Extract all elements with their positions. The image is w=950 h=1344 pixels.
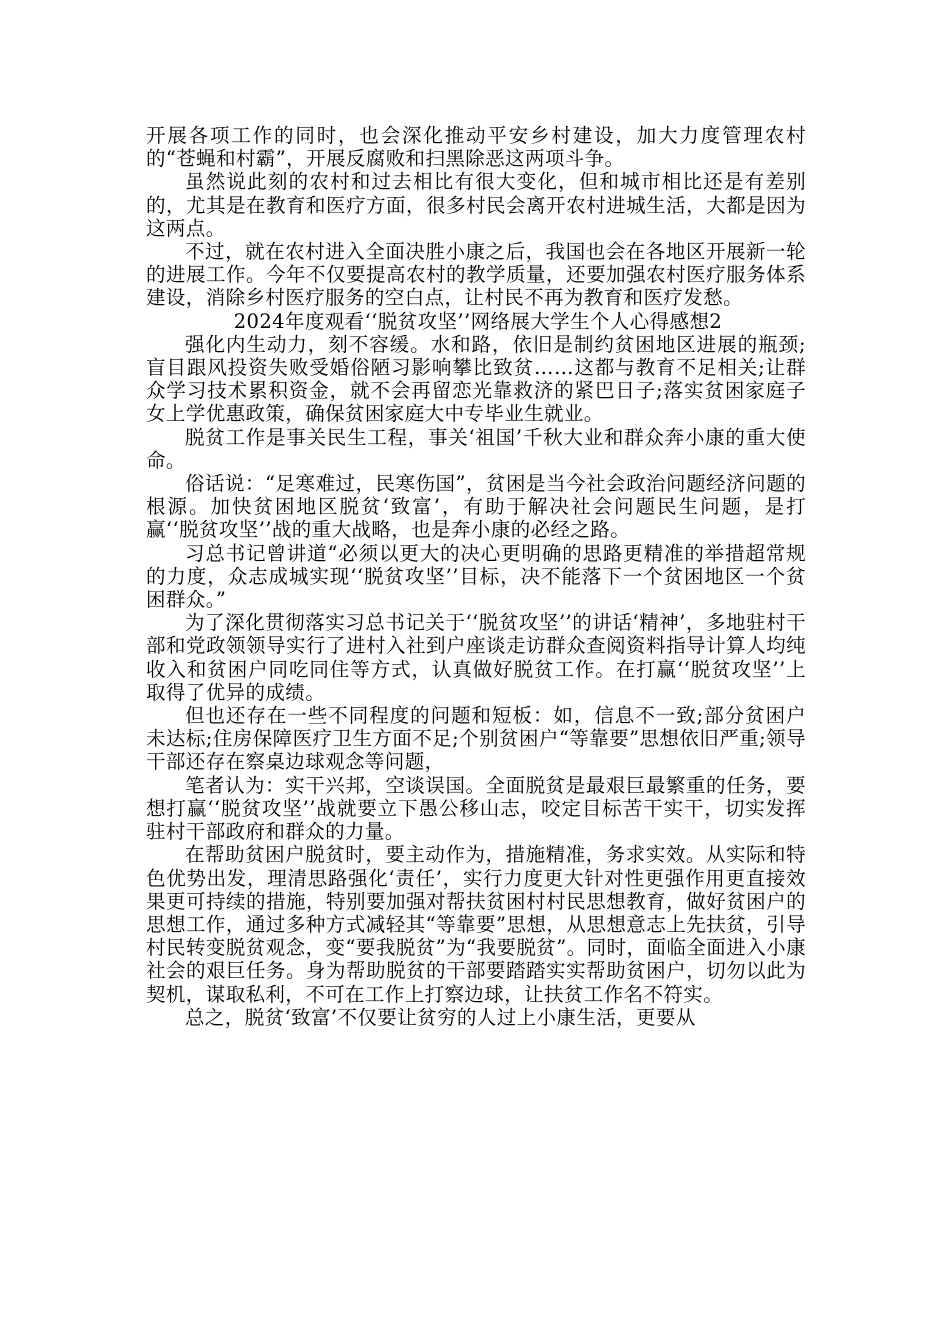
paragraph: 强化内生动力，刻不容缓。水和路，依旧是制约贫困地区进展的瓶颈;盲目跟风投资失败受婚俗陋习影响攀比致贫……这都与教育不足相关;让群众学习技术累积资金，就不会再留恋光靠救济的紧巴日子;落实贫困家庭子女上学优惠政策，确保贫困家庭大中专毕业生就业。 [146,332,806,426]
section-title: 2024年度观看‘‘脱贫攻坚’’网络展大学生个人心得感想2 [233,309,723,333]
document-page [146,124,806,1029]
paragraph: 在帮助贫困户脱贫时，要主动作为，措施精准，务求实效。从实际和特色优势出发，理清思路强化‘责任’，实行力度更大针对性更强作用更直接效果更可持续的措施，特别要加强对帮扶贫困村村民思想教育，做好贫困户的思想工作，通过多种方式减轻其“等靠要”思想，从思想意志上先扶贫，引导村民转变脱贫观念，变“要我脱贫”为“我要脱贫”。同时，面临全面进入小康社会的艰巨任务。身为帮助脱贫的干部要踏踏实实帮助贫困户，切勿以此为契机，谋取私利，不可在工作上打察边球，让扶贫工作名不符实。 [146,843,806,1006]
paragraph: 但也还存在一些不同程度的问题和短板：如，信息不一致;部分贫困户未达标;住房保障医疗卫生方面不足;个别贫困户“等靠要”思想依旧严重;领导干部还存在察桌边球观念等问题， [146,704,806,774]
paragraph: 为了深化贯彻落实习总书记关于‘‘脱贫攻坚’’的讲话‘精神’，多地驻村干部和党政领领导实行了进村入社到户座谈走访群众查阅资料指导计算人均纯收入和贫困户同吃同住等方式，认真做好脱贫工作。在打赢‘‘脱贫攻坚’’上取得了优异的成绩。 [146,611,806,704]
paragraph: 习总书记曾讲道“必须以更大的决心更明确的思路更精准的举措超常规的力度，众志成城实现‘‘脱贫攻坚’’目标，决不能落下一个贫困地区一个贫困群众。” [146,541,806,612]
paragraph-continued: 开展各项工作的同时，也会深化推动平安乡村建设，加大力度管理农村的“苍蝇和村霸”，开展反腐败和扫黑除恶这两项斗争。 [146,124,806,171]
paragraph: 虽然说此刻的农村和过去相比有很大变化，但和城市相比还是有差别的，尤其是在教育和医疗方面，很多村民会离开农村进城生活，大都是因为这两点。 [146,170,806,240]
paragraph: 总之，脱贫‘致富’不仅要让贫穷的人过上小康生活，更要从 [185,1005,696,1029]
paragraph: 笔者认为：实干兴邦，空谈误国。全面脱贫是最艰巨最繁重的任务，要想打赢‘‘脱贫攻坚’’战就要立下愚公移山志，咬定目标苦干实干，切实发挥驻村干部政府和群众的力量。 [146,773,806,844]
paragraph: 不过，就在农村进入全面决胜小康之后，我国也会在各地区开展新一轮的进展工作。今年不仅要提高农村的教学质量，还要加强农村医疗服务体系建设，消除乡村医疗服务的空白点，让村民不再为教育和医疗发愁。 [146,240,806,310]
paragraph: 俗话说：“足寒难过，民寒伤国”，贫困是当今社会政治问题经济问题的根源。加快贫困地区脱贫‘致富’，有助于解决社会问题民生问题，是打赢‘‘脱贫攻坚’’战的重大战略，也是奔小康的必经之路。 [146,472,806,542]
paragraph: 脱贫工作是事关民生工程，事关‘祖国’千秋大业和群众奔小康的重大使命。 [146,425,806,472]
